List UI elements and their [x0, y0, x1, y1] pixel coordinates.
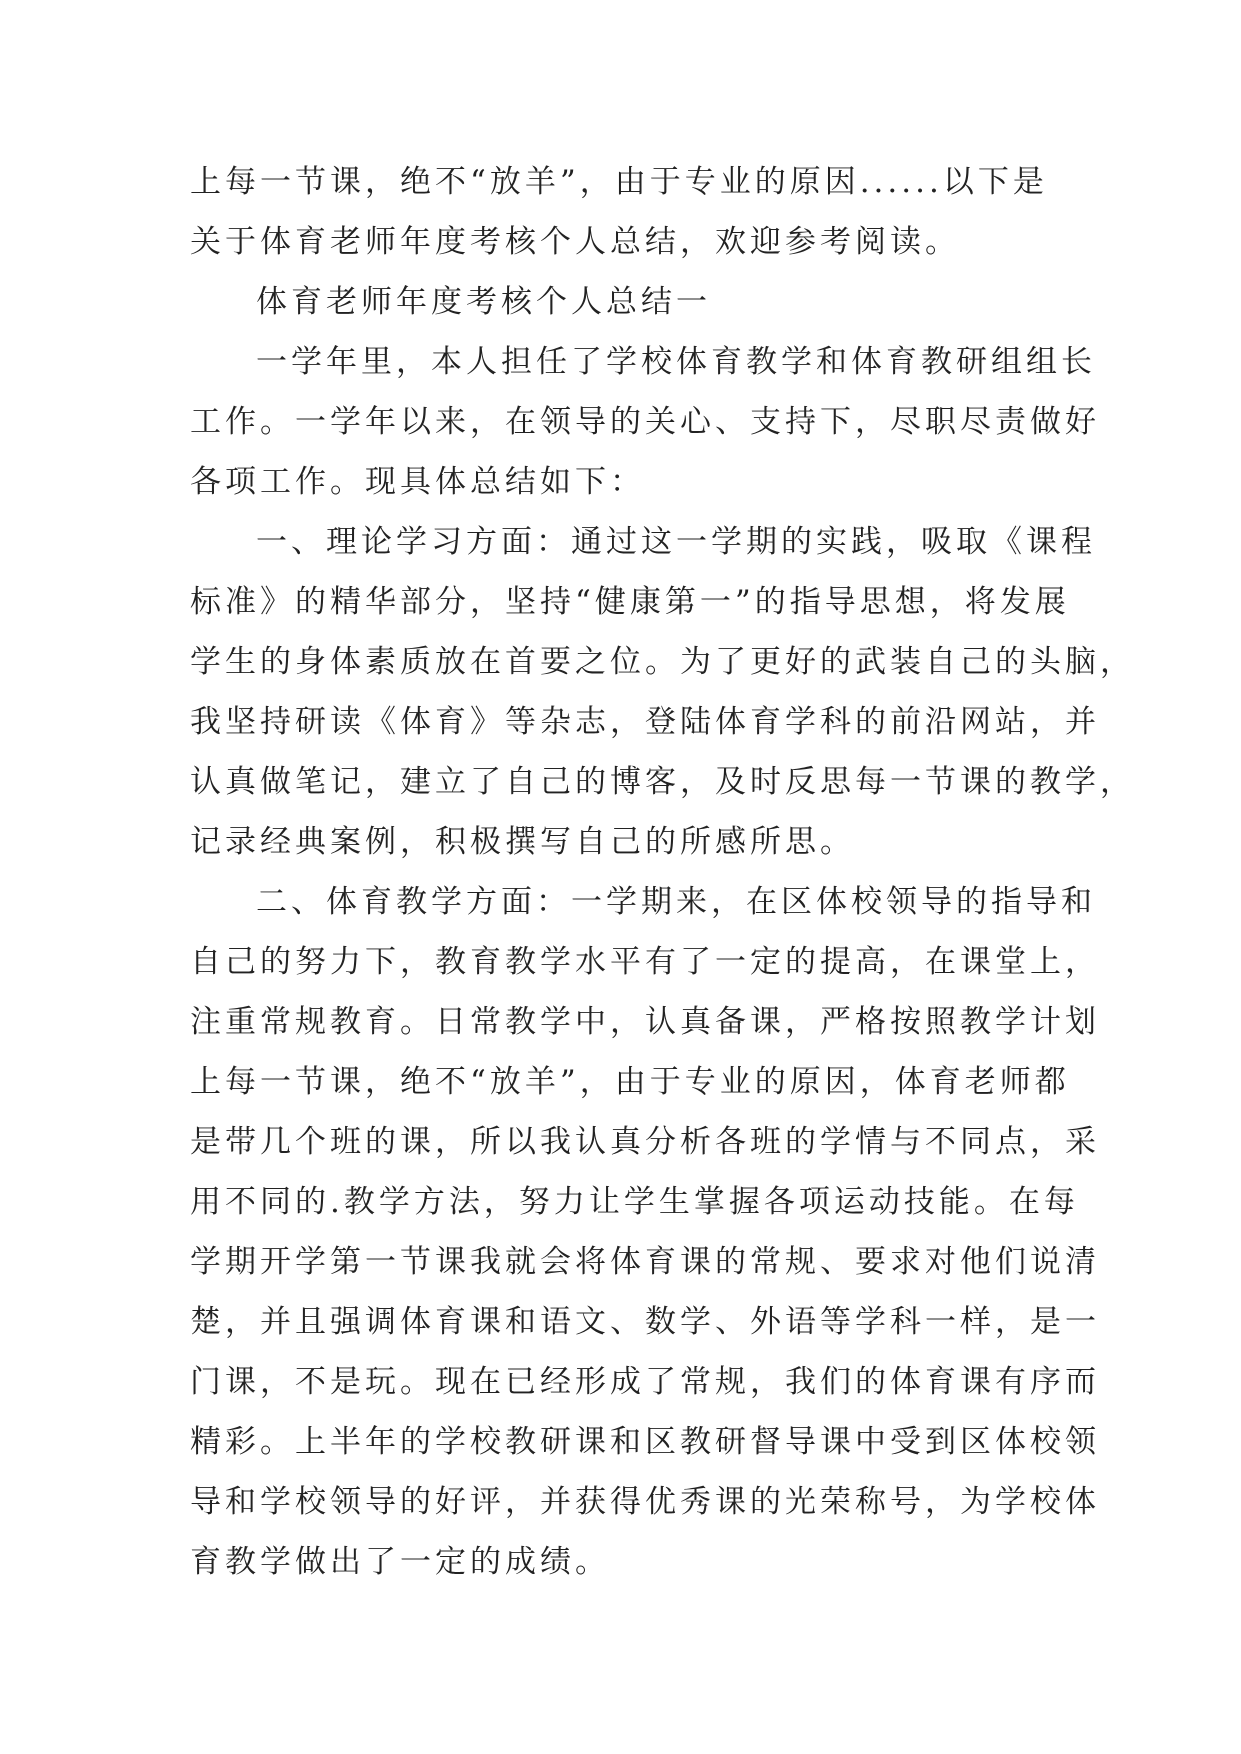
text-line: 学生的身体素质放在首要之位。为了更好的武装自己的头脑，	[190, 644, 1135, 680]
section-heading: 体育老师年度考核个人总结一	[256, 284, 711, 320]
text-line: 上每一节课，绝不“放羊”，由于专业的原因，体育老师都	[190, 1064, 1070, 1100]
paragraph-start: 一学年里，本人担任了学校体育教学和体育教研组组长	[256, 344, 1096, 380]
document-body	[190, 152, 1135, 1592]
text-line: 上每一节课，绝不“放羊”，由于专业的原因......以下是	[190, 164, 1048, 200]
text-line: 关于体育老师年度考核个人总结，欢迎参考阅读。	[190, 224, 960, 260]
paragraph-start: 二、体育教学方面：一学期来，在区体校领导的指导和	[256, 884, 1096, 920]
text-line: 认真做笔记，建立了自己的博客，及时反思每一节课的教学，	[190, 764, 1135, 800]
text-line: 楚，并且强调体育课和语文、数学、外语等学科一样，是一	[190, 1304, 1100, 1340]
text-line: 注重常规教育。日常教学中，认真备课，严格按照教学计划	[190, 1004, 1100, 1040]
text-line: 各项工作。现具体总结如下：	[190, 464, 645, 500]
text-line: 用不同的.教学方法，努力让学生掌握各项运动技能。在每	[190, 1184, 1079, 1220]
text-line: 导和学校领导的好评，并获得优秀课的光荣称号，为学校体	[190, 1484, 1100, 1520]
paragraph-start: 一、理论学习方面：通过这一学期的实践，吸取《课程	[256, 524, 1096, 560]
text-line: 记录经典案例，积极撰写自己的所感所思。	[190, 824, 855, 860]
text-line: 标准》的精华部分，坚持“健康第一”的指导思想，将发展	[190, 584, 1070, 620]
text-line: 学期开学第一节课我就会将体育课的常规、要求对他们说清	[190, 1244, 1100, 1280]
text-line: 工作。一学年以来，在领导的关心、支持下，尽职尽责做好	[190, 404, 1100, 440]
text-line: 是带几个班的课，所以我认真分析各班的学情与不同点，采	[190, 1124, 1100, 1160]
text-line: 自己的努力下，教育教学水平有了一定的提高，在课堂上，	[190, 944, 1100, 980]
text-line: 门课，不是玩。现在已经形成了常规，我们的体育课有序而	[190, 1364, 1100, 1400]
text-line: 精彩。上半年的学校教研课和区教研督导课中受到区体校领	[190, 1424, 1100, 1460]
text-line: 育教学做出了一定的成绩。	[190, 1544, 610, 1580]
text-line: 我坚持研读《体育》等杂志，登陆体育学科的前沿网站，并	[190, 704, 1100, 740]
